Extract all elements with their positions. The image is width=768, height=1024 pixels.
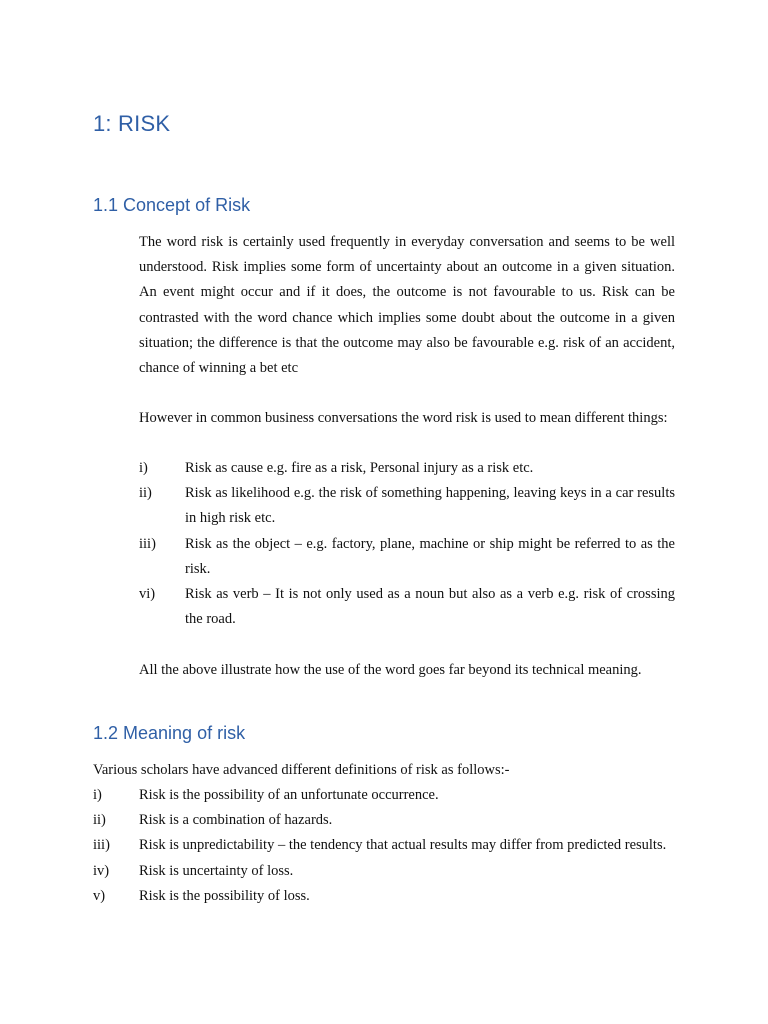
list-item <box>139 456 675 481</box>
list-item-number: vi) <box>139 586 156 603</box>
list-item <box>139 481 675 531</box>
list-item-number: ii) <box>93 812 106 829</box>
list-item <box>139 582 675 632</box>
list-item-number: iv) <box>93 862 110 879</box>
list-item <box>93 808 675 833</box>
concept-paragraph-3: All the above illustrate how the use of the word goes far beyond its technical meaning. <box>139 662 642 678</box>
list-item <box>93 859 675 884</box>
list-item-text: Risk is the possibility of loss. <box>139 887 310 904</box>
section-heading-meaning: 1.2 Meaning of risk <box>93 723 246 743</box>
list-item-text: Risk is the possibility of an unfortunate occurrence. <box>139 787 439 803</box>
list-item-number: iii) <box>93 837 110 854</box>
list-item-text: Risk as cause e.g. fire as a risk, Personal injury as a risk etc. <box>185 460 534 476</box>
concept-paragraph-1: The word risk is certainly used frequently in everyday conversation and seems to be well understood. Risk implies some form of uncertainty about an outcome in a given situation. An event might occur and if it does, the outcome is not favourable to us. Risk can be contrasted with the word chance which implies some doubt about the outcome in a given situation; the difference is that the outcome may also be favourable e.g. risk of an accident, chance of winning a bet etc <box>139 234 675 377</box>
list-item-text: Risk is a combination of hazards. <box>139 812 333 829</box>
list-item-number: v) <box>93 887 106 904</box>
list-item-text: Risk as likelihood e.g. the risk of something happening, leaving keys in a car results in high risk etc. <box>185 485 675 527</box>
list-item <box>93 783 675 808</box>
list-item-text: Risk is uncertainty of loss. <box>139 862 294 879</box>
page-title: 1: RISK <box>93 111 171 136</box>
list-item-number: ii) <box>139 485 152 502</box>
list-item-text: Risk as the object – e.g. factory, plane, machine or ship might be referred to as the risk. <box>185 535 675 577</box>
list-item-text: Risk as verb – It is not only used as a noun but also as a verb e.g. risk of crossing the road. <box>185 586 675 628</box>
list-item-number: i) <box>139 460 148 476</box>
list-item <box>139 532 675 582</box>
risk-usage-list <box>139 456 675 632</box>
section-heading-concept: 1.1 Concept of Risk <box>93 195 251 215</box>
list-item <box>93 833 675 858</box>
concept-paragraph-2: However in common business conversations the word risk is used to mean different things: <box>139 410 668 426</box>
risk-definitions-list <box>93 783 675 909</box>
list-item-number: i) <box>93 787 102 803</box>
list-item-number: iii) <box>139 535 156 552</box>
list-item-text: Risk is unpredictability – the tendency that actual results may differ from predicted results. <box>139 837 667 854</box>
list-item <box>93 884 675 909</box>
meaning-intro: Various scholars have advanced different definitions of risk as follows:- <box>93 762 510 778</box>
